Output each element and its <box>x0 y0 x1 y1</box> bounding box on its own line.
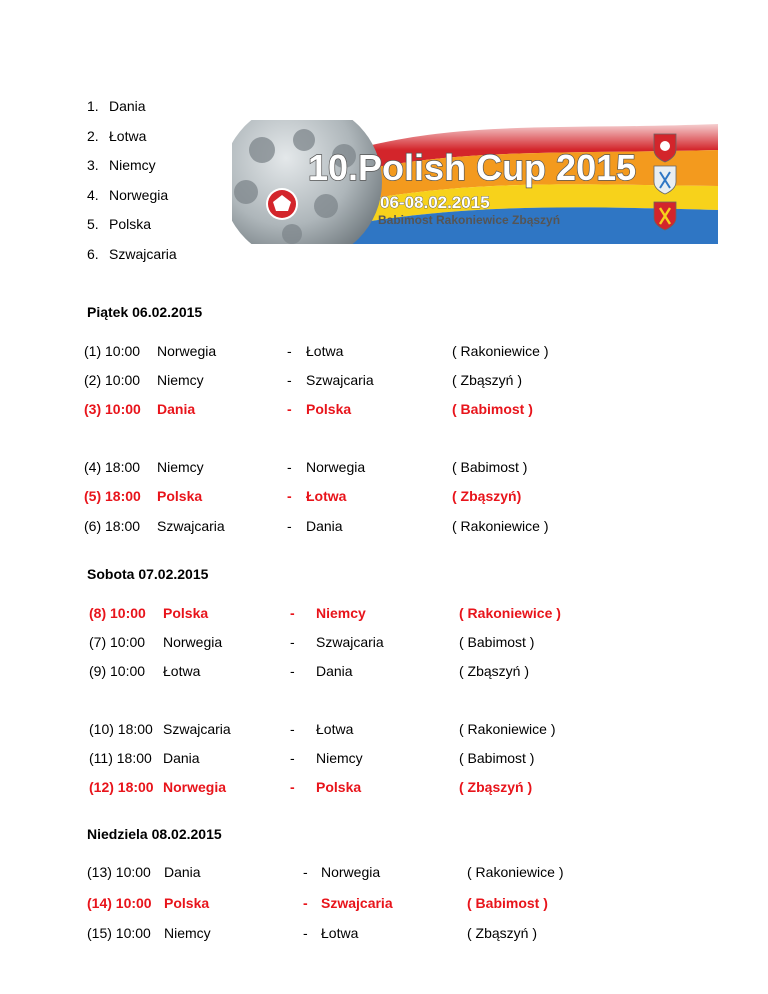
match-number-time: (15) 10:00 <box>87 925 151 941</box>
team-name: Łotwa <box>109 127 147 144</box>
match-number-time: (3) 10:00 <box>84 401 141 417</box>
away-team: Szwajcaria <box>321 895 393 911</box>
match-separator: - <box>290 605 295 621</box>
day-heading: Niedziela 08.02.2015 <box>87 826 222 842</box>
match-separator: - <box>290 750 295 766</box>
tournament-banner <box>232 120 718 244</box>
match-row-poland <box>0 603 768 623</box>
match-venue: ( Rakoniewice ) <box>459 605 561 621</box>
team-list-item: 1. Dania <box>87 98 146 114</box>
team-list-item: 2. Łotwa <box>87 127 147 144</box>
team-list-item: 3. Niemcy <box>87 157 156 173</box>
home-team: Norwegia <box>163 634 223 650</box>
team-list-item: 4. Norwegia <box>87 186 169 203</box>
away-team: Łotwa <box>306 343 344 359</box>
match-separator: - <box>287 401 292 417</box>
banner-title: 10.Polish Cup 2015 <box>308 147 637 188</box>
home-team: Dania <box>164 864 201 880</box>
match-number-time: (2) 10:00 <box>84 372 141 388</box>
match-venue: ( Zbąszyń ) <box>459 663 530 679</box>
match-number-time: (4) 18:00 <box>84 459 141 475</box>
team-list-item: 6. Szwajcaria <box>87 245 177 262</box>
match-separator: - <box>290 663 295 679</box>
match-separator: - <box>287 488 292 504</box>
match-venue: ( Babimost ) <box>459 634 535 650</box>
home-team: Polska <box>164 895 210 911</box>
home-team: Niemcy <box>157 372 204 388</box>
match-separator: - <box>303 895 308 911</box>
federation-logo <box>266 188 298 220</box>
match-venue: ( Zbąszyń) <box>452 488 522 504</box>
away-team: Łotwa <box>316 721 354 737</box>
away-team: Norwegia <box>321 864 381 880</box>
match-row <box>0 370 768 390</box>
match-row-poland <box>0 486 768 506</box>
away-team: Dania <box>316 663 353 679</box>
away-team: Szwajcaria <box>306 372 374 388</box>
match-row <box>0 341 768 361</box>
match-row <box>0 923 768 943</box>
team-name: Szwajcaria <box>109 245 177 262</box>
match-row <box>0 748 768 768</box>
home-team: Łotwa <box>163 663 201 679</box>
match-row <box>0 661 768 681</box>
away-team: Polska <box>306 401 352 417</box>
home-team: Niemcy <box>164 925 211 941</box>
match-number-time: (14) 10:00 <box>87 895 152 911</box>
match-venue: ( Babimost ) <box>459 750 535 766</box>
away-team: Szwajcaria <box>316 634 384 650</box>
team-name: Polska <box>109 216 152 232</box>
match-row-poland <box>0 777 768 797</box>
match-number-time: (7) 10:00 <box>89 634 146 650</box>
home-team: Norwegia <box>157 343 217 359</box>
match-number-time: (11) 18:00 <box>89 750 152 766</box>
team-name: Dania <box>109 98 146 114</box>
match-row <box>0 862 768 882</box>
match-number-time: (6) 18:00 <box>84 518 141 534</box>
day-heading: Sobota 07.02.2015 <box>87 566 209 582</box>
away-team: Niemcy <box>316 605 366 621</box>
match-row-poland <box>0 399 768 419</box>
match-venue: ( Rakoniewice ) <box>452 343 549 359</box>
match-number-time: (12) 18:00 <box>89 779 154 795</box>
home-team: Dania <box>163 750 200 766</box>
match-row <box>0 719 768 739</box>
match-separator: - <box>287 343 292 359</box>
team-list-item: 5. Polska <box>87 216 152 232</box>
away-team: Dania <box>306 518 343 534</box>
match-separator: - <box>290 634 295 650</box>
match-venue: ( Zbąszyń ) <box>467 925 538 941</box>
home-team: Szwajcaria <box>157 518 225 534</box>
away-team: Norwegia <box>306 459 366 475</box>
match-venue: ( Babimost ) <box>452 401 533 417</box>
day-heading: Piątek 06.02.2015 <box>87 304 203 320</box>
home-team: Polska <box>157 488 203 504</box>
match-venue: ( Rakoniewice ) <box>467 864 564 880</box>
match-separator: - <box>290 779 295 795</box>
away-team: Łotwa <box>321 925 359 941</box>
away-team: Niemcy <box>316 750 363 766</box>
match-venue: ( Zbąszyń ) <box>452 372 523 388</box>
match-venue: ( Babimost ) <box>467 895 548 911</box>
away-team: Łotwa <box>306 488 347 504</box>
team-list <box>87 92 177 269</box>
team-name: Niemcy <box>109 157 156 173</box>
home-team: Dania <box>157 401 196 417</box>
away-team: Polska <box>316 779 362 795</box>
home-team: Niemcy <box>157 459 204 475</box>
match-row <box>0 516 768 536</box>
home-team: Norwegia <box>163 779 227 795</box>
banner-graphic <box>232 120 718 244</box>
banner-venues: Babimost Rakoniewice Zbąszyń <box>378 213 561 227</box>
match-number-time: (9) 10:00 <box>89 663 146 679</box>
match-number-time: (8) 10:00 <box>89 605 146 621</box>
team-name: Norwegia <box>109 186 169 203</box>
match-number-time: (13) 10:00 <box>87 864 151 880</box>
match-row <box>0 632 768 652</box>
match-number-time: (10) 18:00 <box>89 721 153 737</box>
match-separator: - <box>290 721 295 737</box>
home-team: Polska <box>163 605 209 621</box>
match-row <box>0 457 768 477</box>
match-separator: - <box>287 372 292 388</box>
match-number-time: (5) 18:00 <box>84 488 141 504</box>
match-venue: ( Babimost ) <box>452 459 528 475</box>
match-separator: - <box>303 925 308 941</box>
banner-dates: 06-08.02.2015 <box>380 193 490 212</box>
match-venue: ( Rakoniewice ) <box>459 721 556 737</box>
match-number-time: (1) 10:00 <box>84 343 141 359</box>
match-row-poland <box>0 893 768 913</box>
home-team: Szwajcaria <box>163 721 231 737</box>
match-venue: ( Zbąszyń ) <box>459 779 533 795</box>
match-venue: ( Rakoniewice ) <box>452 518 549 534</box>
match-separator: - <box>287 459 292 475</box>
match-separator: - <box>303 864 308 880</box>
match-separator: - <box>287 518 292 534</box>
